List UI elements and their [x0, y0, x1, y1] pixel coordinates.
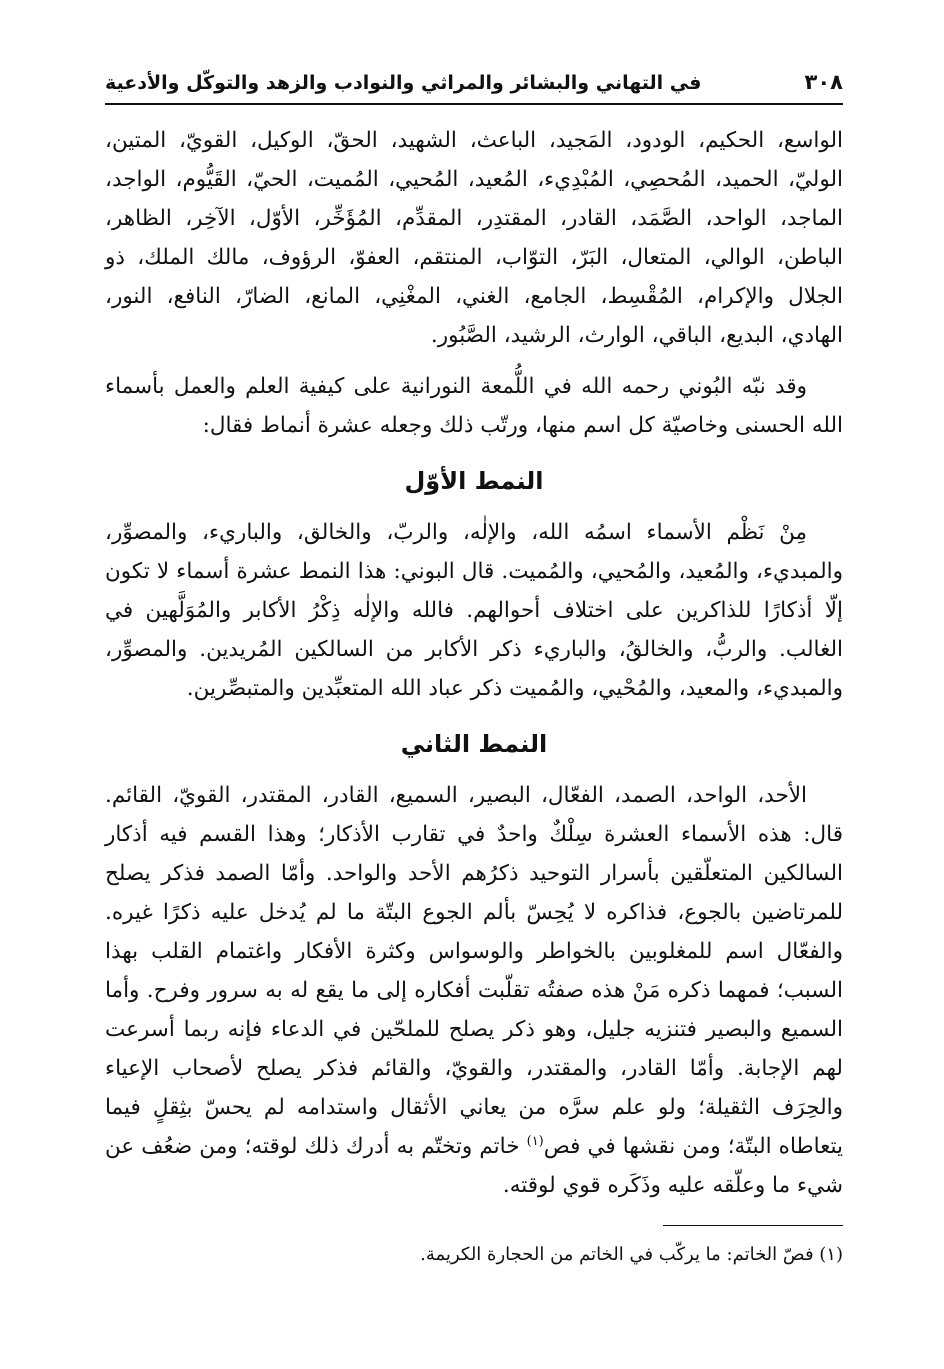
footnote: (١) فصّ الخاتم: ما يركّب في الخاتم من الحجارة الكريمة. [420, 1244, 843, 1265]
names-list-paragraph: الواسع، الحكيم، الودود، المَجيد، الباعث، الشهيد، الحقّ، الوكيل، القويّ، المتين، الوليّ، الحميد، المُحصِي، المُبْدِيء، المُعيد، المُحيي، المُميت، الحيّ، القَيُّوم، الواجد، الماجد، الواحد، الصَّمَد، القادر، المقتدِر، المقدِّم، المُؤَخِّر، الأوّل، الآخِر، الظاهر، الباطن، الوالي، المتعال، البَرّ، التوّاب، المنتقم، العفوّ، الرؤوف، مالك الملك، ذو الجلال والإكرام، المُقْسِط، الجامع، الغني، المغْنِي، المانع، الضارّ، النافع، النور، الهادي، البديع، الباقي، الوارث، الرشيد، الصَّبُور. [105, 128, 843, 348]
section-second-text-part2: خاتم وتختّم به أدرك ذلك لوقته؛ ومن ضعُف عن شيء ما وعلّقه عليه وذَكَره قوي لوقته. [105, 1134, 843, 1198]
book-page [105, 70, 843, 1270]
intro-paragraph: وقد نبّه البُوني رحمه الله في اللُّمعة النورانية على كيفية العلم والعمل بأسماء الله الحسنى وخاصيّة كل اسم منها، ورتّب ذلك وجعله عشرة أنماط فقال: [105, 374, 843, 438]
running-title: في التهاني والبشائر والمراثي والنوادب والزهد والتوكّل والأدعية [105, 72, 702, 94]
section-second-text [105, 776, 843, 1205]
section-first-text: مِنْ نَظْم الأسماء اسمُه الله، والإلٰه، والربّ، والخالق، والباريء، والمصوِّر، والمبديء، والمُعيد، والمُحيي، والمُميت. قال البوني: هذا النمط عشرة أسماء لا تكون إلّا أذكارًا للذاكرين على اختلاف أحوالهم. فالله والإلٰه ذِكْرُ الأكابر والمُوَلَّهين في الغالب. والربُّ، والخالقُ، والباريء ذكر الأكابر من السالكين المُريدين. والمصوِّر، والمبديء، والمعيد، والمُحْيي، والمُميت ذكر عباد الله المتعبِّدين والمتبصِّرين. [105, 520, 843, 701]
section-title-second: النمط الثاني [400, 730, 548, 758]
section-title-first: النمط الأوّل [404, 467, 544, 495]
footnote-divider [663, 1225, 843, 1226]
page-number: ٣٠٨ [804, 70, 843, 94]
section-second-text-part1: الأحد، الواحد، الصمد، الفعّال، البصير، السميع، القادر، المقتدر، القويّ، القائم. قال: هذه الأسماء العشرة سِلْكٌ واحدٌ في تقارب الأذكار؛ وهذا القسم فيه أذكار السالكين المتعلّقين بأسرار التوحيد ذكرُهم الأحد والواحد. وأمّا الصمد فذكر يصلح للمرتاضين بالجوع، فذاكره لا يُحِسّ بألم الجوع البتّة ما لم يُدخل عليه ذكرًا غيره. والفعّال اسم للمغلوبين بالخواطر والوسواس وكثرة الأفكار واغتمام القلب بهذا السبب؛ فمهما ذكره مَنْ هذه صفتُه تقلّبت أفكاره إلى ما يقع له به سرور وفرح. وأما السميع والبصير فتنزيه جليل، وهو ذكر يصلح للملحّين في الدعاء فإنه ربما أسرعت لهم الإجابة. وأمّا القادر، والمقتدر، والقويّ، والقائم فذكر يصلح لأصحاب الإعياء والحِرَف الثقيلة؛ ولو علم سرَّه من يعاني الأثقال واستدامه لم يحسّ بثِقلٍ فيما يتعاطاه البتّة؛ ومن نقشها في فص [105, 783, 844, 1159]
page-header [105, 70, 843, 105]
footnote-reference: (١) [526, 1133, 544, 1149]
